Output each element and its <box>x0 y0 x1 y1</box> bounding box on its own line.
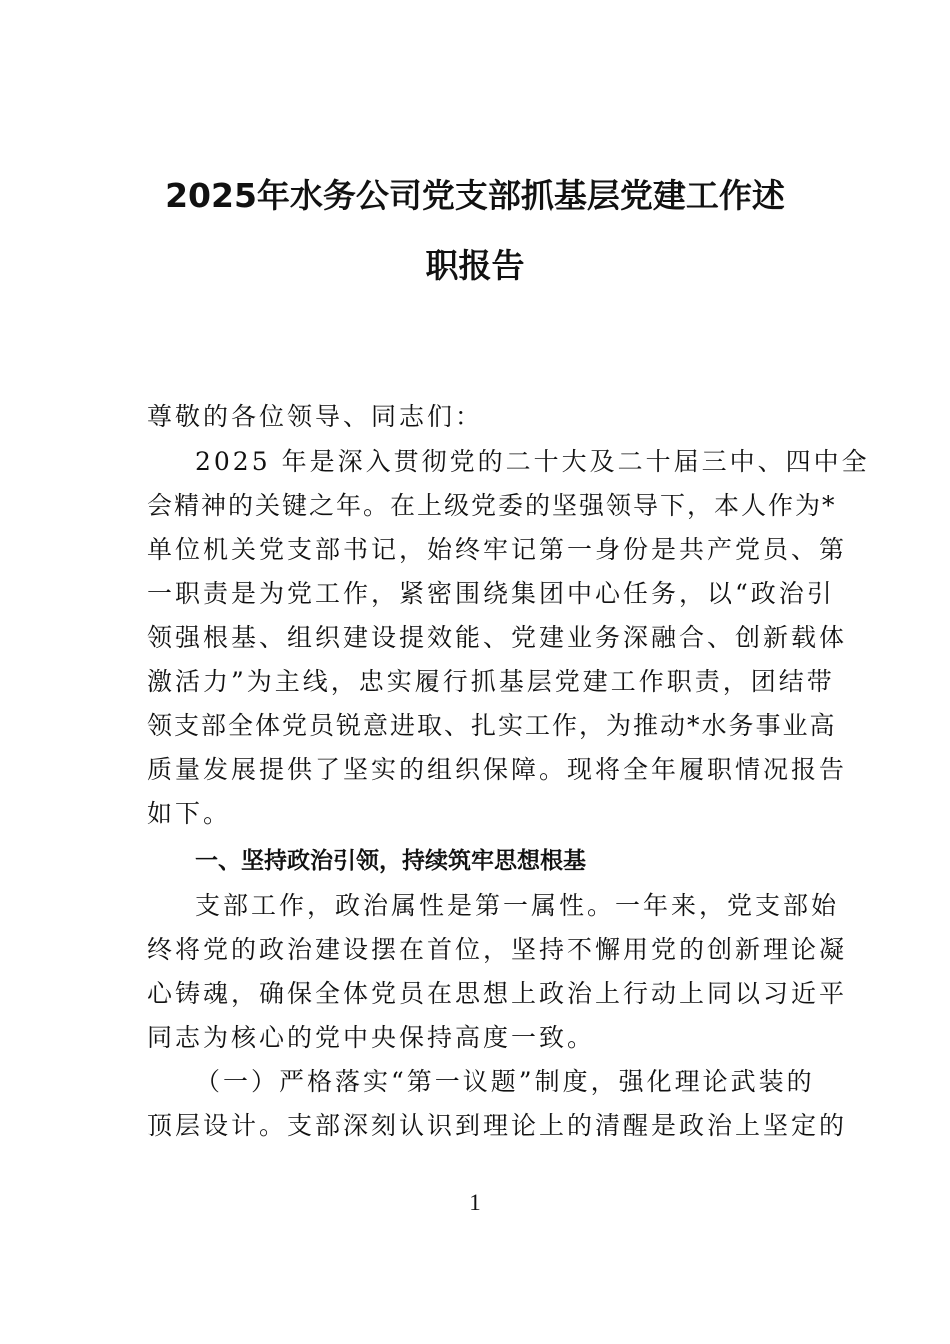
body-line: 一职责是为党工作，紧密围绕集团中心任务，以“政治引 <box>147 579 835 608</box>
section-body-line: 心铸魂，确保全体党员在思想上政治上行动上同以习近平 <box>147 979 848 1008</box>
body-line: 质量发展提供了坚实的组织保障。现将全年履职情况报告 <box>147 755 848 784</box>
document-title-line-1: 2025年水务公司党支部抓基层党建工作述 <box>165 176 785 215</box>
subsection-line: （一）严格落实“第一议题”制度，强化理论武装的 <box>195 1067 815 1096</box>
body-line: 2025 年是深入贯彻党的二十大及二十届三中、四中全 <box>195 447 870 476</box>
body-line: 激活力”为主线，忠实履行抓基层党建工作职责，团结带 <box>147 667 835 696</box>
body-line: 如下。 <box>147 799 232 828</box>
body-line: 会精神的关键之年。在上级党委的坚强领导下，本人作为* <box>147 491 837 520</box>
page-number: 1 <box>469 1190 481 1215</box>
section-body-line: 同志为核心的党中央保持高度一致。 <box>147 1023 596 1052</box>
section-body-line: 终将党的政治建设摆在首位，坚持不懈用党的创新理论凝 <box>147 935 848 964</box>
salutation: 尊敬的各位领导、同志们： <box>147 402 484 431</box>
body-line: 单位机关党支部书记，始终牢记第一身份是共产党员、第 <box>147 535 848 564</box>
document-title-line-2: 职报告 <box>425 246 525 285</box>
body-line: 领支部全体党员锐意进取、扎实工作，为推动*水务事业高 <box>147 711 837 740</box>
section-heading: 一、坚持政治引领，持续筑牢思想根基 <box>195 848 586 874</box>
section-body-line: 支部工作，政治属性是第一属性。一年来，党支部始 <box>195 891 840 920</box>
subsection-line: 顶层设计。支部深刻认识到理论上的清醒是政治上坚定的 <box>147 1111 848 1140</box>
body-line: 领强根基、组织建设提效能、党建业务深融合、创新载体 <box>147 623 848 652</box>
